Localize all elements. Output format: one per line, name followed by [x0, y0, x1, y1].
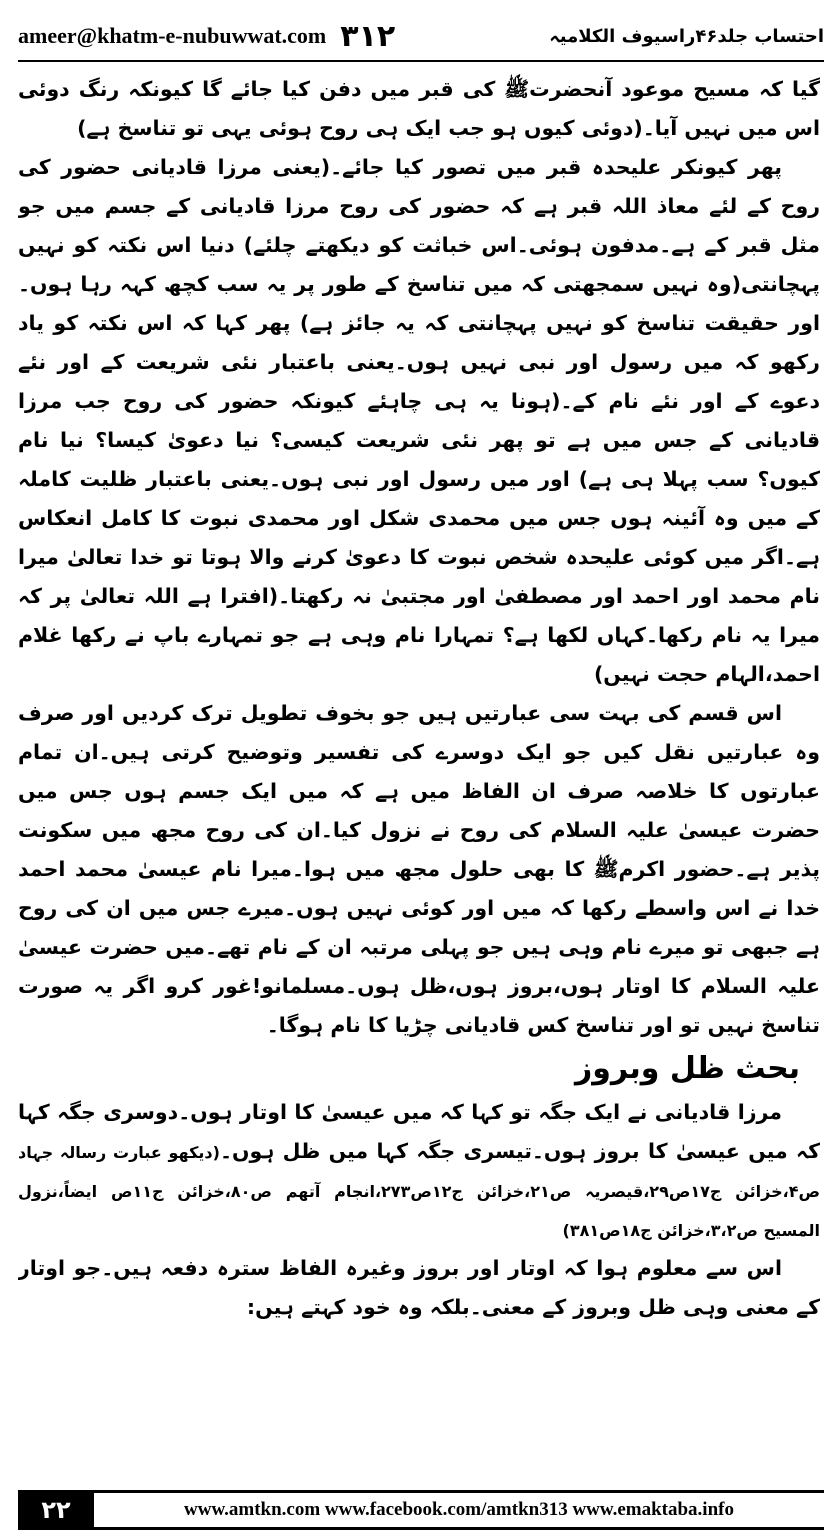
page-header — [18, 18, 824, 54]
page-body — [18, 70, 820, 1478]
paragraph-3: اس قسم کی بہت سی عبارتیں ہیں جو بخوف تطویل ترک کردیں اور صرف وہ عبارتیں نقل کیں جو ایک دوسرے کی تفسیر وتوضیح کرتی ہیں۔ان تمام عبارتوں کا خلاصہ صرف ان الفاظ میں ہے کہ میں ایک جسم ہوں جس میں حضرت عیسیٰ علیہ السلام کی روح نے نزول کیا۔ان کی روح مجھ میں سکونت پذیر ہے۔حضور اکرمﷺ کا بھی حلول مجھ میں ہوا۔میرا نام عیسیٰ محمد احمد خدا نے اس واسطے رکھا کہ میں اور کوئی نہیں ہوں۔میرے جس میں ان کی روح ہے جبھی تو میرے نام وہی ہیں جو پہلی مرتبہ ان کے نام تھے۔میں حضرت عیسیٰ علیہ السلام کا اوتار ہوں،بروز ہوں،ظل ہوں۔مسلمانو!غور کرو اگر یہ صورت تناسخ نہیں تو اور تناسخ کس قادیانی چڑیا کا نام ہوگا۔ — [18, 701, 820, 1037]
paragraph-2: پھر کیونکر علیحدہ قبر میں تصور کیا جائے۔(یعنی مرزا قادیانی حضور کی روح کے لئے معاذ اللہ قبر ہے کہ حضور کی روح مرزا قادیانی کے جسم میں جو مثل قبر کے ہے۔مدفون ہوئی۔اس خباثت کو دیکھتے چلئے) دنیا اس نکتہ کو نہیں پہچانتی(وہ نہیں سمجھتی کہ میں تناسخ کے طور پر یہ سب کچھ کہہ رہا ہوں۔اور حقیقت تناسخ کو نہیں پہچانتی کہ یہ جائز ہے) پھر کہا کہ اس نکتہ کو یاد رکھو کہ میں رسول اور نبی نہیں ہوں۔یعنی باعتبار نئی شریعت کے اور نئے دعوے کے اور نئے نام کے۔(ہونا یہ ہی چاہئے کیونکہ حضور کی روح جب مرزا قادیانی کے جس میں ہے تو پھر نئی شریعت کیسی؟ نیا دعویٰ کیسا؟ نیا نام کیوں؟ سب پہلا ہی ہے) اور میں رسول اور نبی ہوں۔یعنی باعتبار ظلیت کاملہ کے میں وہ آئینہ ہوں جس میں محمدی شکل اور محمدی نبوت کا کامل انعکاس ہے۔اگر میں کوئی علیحدہ شخص نبوت کا دعویٰ کرنے والا ہوتا تو خدا تعالیٰ میرا نام محمد اور احمد اور مصطفیٰ اور مجتبیٰ نہ رکھتا۔(افترا ہے اللہ تعالیٰ پر کہ میرا یہ نام رکھا۔کہاں لکھا ہے؟ تمہارا نام وہی ہے جو تمہارے باپ نے رکھا غلام احمد،الہام حجت نہیں) — [18, 155, 820, 686]
paragraph-4-reference: (دیکھو عبارت رسالہ جہاد ص۴،خزائن ج۱۷ص۲۹،قیصریہ ص۲۱،خزائن ج۱۲ص۲۷۳،انجام آتھم ص۸۰،خزائن ج۱۱ص ایضاً،نزول المسیح ص۳،۲،خزائن ج۱۸ص۳۸۱) — [18, 1143, 820, 1240]
header-page-number: ۳۱۲ — [340, 18, 396, 54]
header-email: ameer@khatm-e-nubuwwat.com — [18, 23, 327, 48]
paragraph-4-text: مرزا قادیانی نے ایک جگہ تو کہا کہ میں عیسیٰ کا اوتار ہوں۔دوسری جگہ کہا کہ میں عیسیٰ کا بروز ہوں۔تیسری جگہ کہا میں ظل ہوں۔ — [18, 1100, 820, 1163]
paragraph-4 — [18, 1093, 820, 1249]
paragraph-5: اس سے معلوم ہوا کہ اوتار اور بروز وغیرہ الفاظ سترہ دفعہ ہیں۔جو اوتار کے معنی وہی ظل وبروز کے معنی۔بلکہ وہ خود کہتے ہیں: — [18, 1256, 820, 1319]
paragraph-1: گیا کہ مسیح موعود آنحضرتﷺ کی قبر میں دفن کیا جائے گا کیونکہ رنگ دوئی اس میں نہیں آیا۔(دوئی کیوں ہو جب ایک ہی روح ہوئی یہی تو تناسخ ہے) — [18, 77, 820, 140]
header-divider — [18, 60, 824, 62]
header-left — [18, 19, 395, 54]
footer-urls: www.amtkn.com www.facebook.com/amtkn313 www.emaktaba.info — [94, 1490, 824, 1530]
page-footer — [18, 1490, 824, 1530]
footer-page-number: ۲۲ — [18, 1490, 94, 1530]
header-book-title: احتساب جلد۴۶راسیوف الکلامیہ — [549, 25, 824, 47]
section-heading: بحث ظل وبروز — [574, 1051, 800, 1086]
